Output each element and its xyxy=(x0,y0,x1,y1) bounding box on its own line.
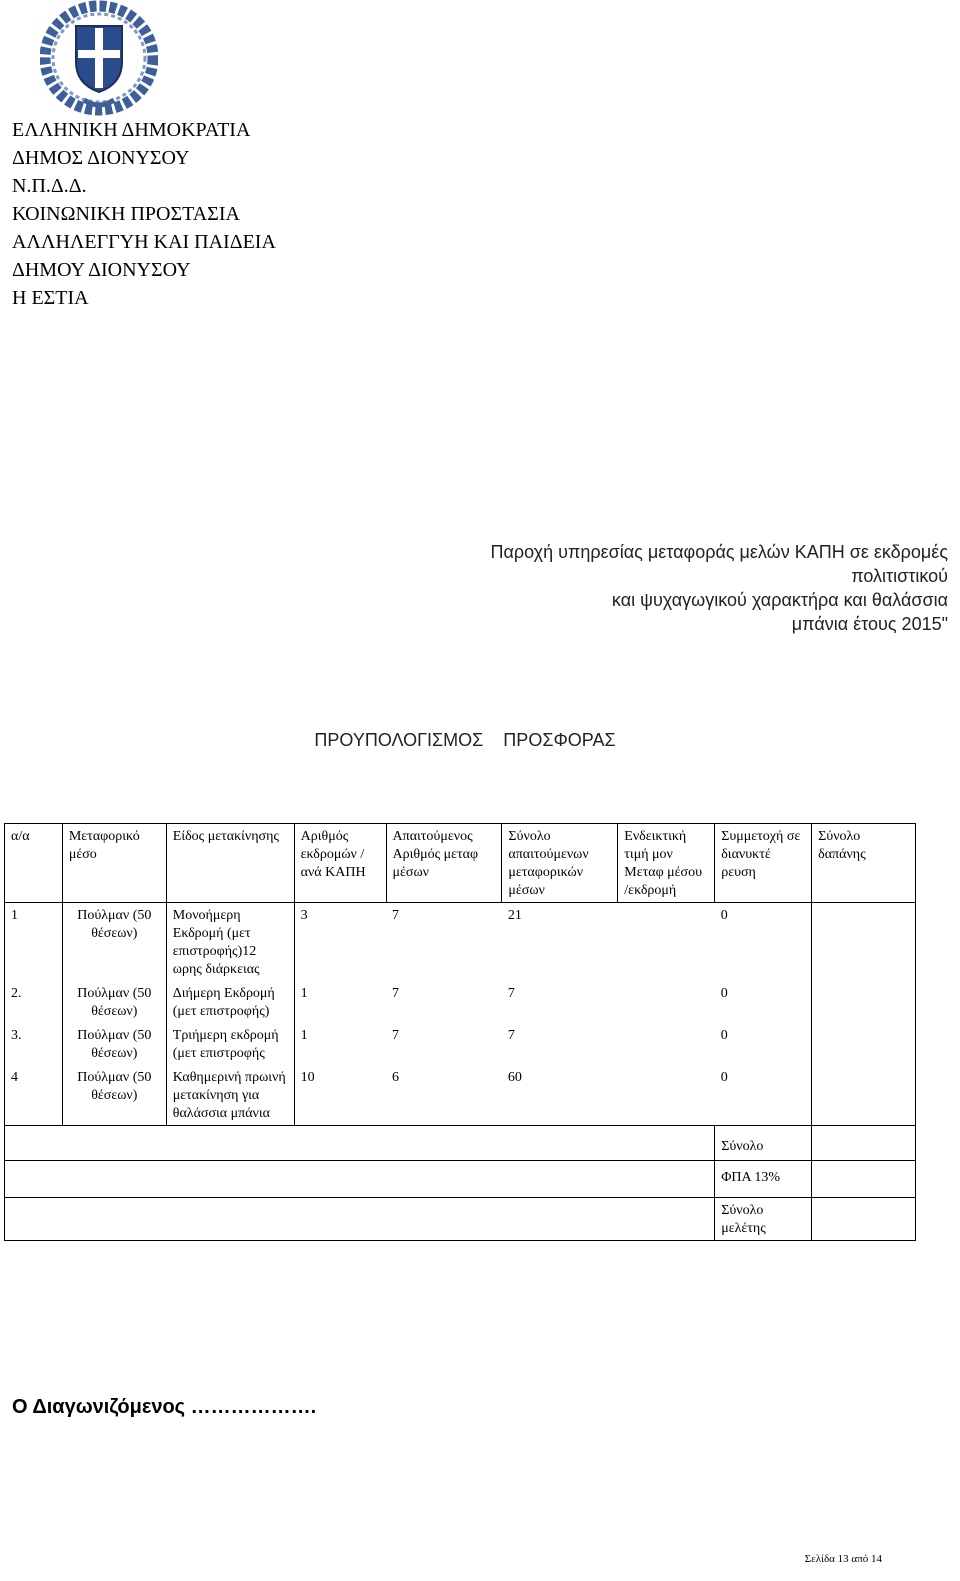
cell-trips: 3 xyxy=(294,903,386,982)
cell-cost xyxy=(812,1023,916,1065)
cell-required: 7 xyxy=(392,1028,400,1043)
table-row xyxy=(5,981,916,1023)
cell-vehicle: Πούλμαν (50 θέσεων) xyxy=(62,1065,166,1126)
col-header-overnight: Συμμετοχή σε διανυκτέ ρευση xyxy=(715,824,812,903)
cell-total: 21 xyxy=(507,908,522,923)
cell-cost xyxy=(812,903,916,982)
subject-line: Παροχή υπηρεσίας μεταφοράς μελών ΚΑΠΗ σε εκδρομές xyxy=(490,542,948,562)
subject-line: και ψυχαγωγικού χαρακτήρα και θαλάσσια xyxy=(611,590,948,610)
cell-vehicle: Πούλμαν (50 θέσεων) xyxy=(62,903,166,982)
summary-row-total xyxy=(5,1126,916,1161)
table-row xyxy=(5,903,916,982)
cell-price xyxy=(618,1023,715,1065)
subject-line: μπάνια έτους 2015" xyxy=(791,614,948,634)
cell-no: 4 xyxy=(5,1065,63,1126)
col-header-unit-price: Ενδεικτική τιμή μον Μεταφ μέσου /εκδρομή xyxy=(618,824,715,903)
service-subject xyxy=(348,540,948,636)
cell-trip-type: Διήμερη Εκδρομή (μετ επιστροφής) xyxy=(166,981,294,1023)
cell-price xyxy=(618,903,715,982)
col-header-trip-type: Είδος μετακίνησης xyxy=(166,824,294,903)
table-row xyxy=(5,1065,916,1126)
summary-total-label: Σύνολο xyxy=(715,1126,812,1161)
header-line: ΔΗΜΟΣ ΔΙΟΝΥΣΟΥ xyxy=(12,147,190,169)
cell-total: 60 xyxy=(507,1070,522,1085)
cell-trip-type: Μονοήμερη Εκδρομή (μετ επιστροφής)12 ωρης διάρκειας xyxy=(166,903,294,982)
cell-no: 3. xyxy=(5,1023,63,1065)
header-line: Ν.Π.Δ.Δ. xyxy=(12,175,87,197)
col-header-total-cost: Σύνολο δαπάνης xyxy=(812,824,916,903)
subject-line: πολιτιστικού xyxy=(851,566,948,586)
cell-trip-type: Τριήμερη εκδρομή (μετ επιστροφής xyxy=(166,1023,294,1065)
header-line: Η ΕΣΤΙΑ xyxy=(12,287,89,309)
cell-total: 7 xyxy=(507,1028,515,1043)
bidder-signature-line: Ο Διαγωνιζόμενος ………………. xyxy=(12,1396,317,1418)
greek-coat-of-arms-icon xyxy=(40,0,158,116)
cell-required: 7 xyxy=(392,908,400,923)
summary-total-value xyxy=(812,1126,916,1161)
cell-price xyxy=(618,981,715,1023)
cell-vehicle: Πούλμαν (50 θέσεων) xyxy=(62,981,166,1023)
header-line: ΔΗΜΟΥ ΔΙΟΝΥΣΟΥ xyxy=(12,259,191,281)
summary-row-study-total xyxy=(5,1198,916,1241)
header-line: ΚΟΙΝΩΝΙΚΗ ΠΡΟΣΤΑΣΙΑ xyxy=(12,203,240,225)
cell-overnight: 0 xyxy=(720,986,728,1001)
cell-vehicle: Πούλμαν (50 θέσεων) xyxy=(62,1023,166,1065)
cell-cost xyxy=(812,1065,916,1126)
offer-budget-table xyxy=(4,823,916,1241)
col-header-no: α/α xyxy=(5,824,63,903)
cell-total: 7 xyxy=(507,986,515,1001)
cell-cost xyxy=(812,981,916,1023)
cell-required: 6 xyxy=(392,1070,400,1085)
cell-price xyxy=(618,1065,715,1126)
cell-overnight: 0 xyxy=(720,908,728,923)
cell-trips: 1 xyxy=(294,981,386,1023)
col-header-vehicle: Μεταφορικό μέσο xyxy=(62,824,166,903)
summary-row-vat xyxy=(5,1161,916,1198)
cell-overnight: 0 xyxy=(720,1070,728,1085)
page-number: Σελίδα 13 από 14 xyxy=(804,1553,882,1565)
col-header-total-vehicles: Σύνολο απαιτούμενων μεταφορικών μέσων xyxy=(502,824,618,903)
cell-trips: 10 xyxy=(294,1065,386,1126)
cell-trips: 1 xyxy=(294,1023,386,1065)
cell-required: 7 xyxy=(392,986,400,1001)
cell-no: 2. xyxy=(5,981,63,1023)
cell-trip-type: Καθημερινή πρωινή μετακίνηση για θαλάσσια μπάνια xyxy=(166,1065,294,1126)
table-header-row xyxy=(5,824,916,903)
col-header-trips: Αριθμός εκδρομών /ανά ΚΑΠΗ xyxy=(294,824,386,903)
summary-vat-label: ΦΠΑ 13% xyxy=(715,1161,812,1198)
summary-study-total-value xyxy=(812,1198,916,1241)
summary-vat-value xyxy=(812,1161,916,1198)
col-header-required-vehicles: Απαιτούμενος Αριθμός μεταφ μέσων xyxy=(386,824,502,903)
cell-no: 1 xyxy=(5,903,63,982)
table-row xyxy=(5,1023,916,1065)
header-line: ΕΛΛΗΝΙΚΗ ΔΗΜΟΚΡΑΤΙΑ xyxy=(12,119,251,141)
budget-title: ΠΡΟΥΠΟΛΟΓΙΣΜΟΣ ΠΡΟΣΦΟΡΑΣ xyxy=(314,730,616,750)
issuer-header xyxy=(12,116,276,312)
cell-overnight: 0 xyxy=(720,1028,728,1043)
summary-study-total-label: Σύνολο μελέτης xyxy=(715,1198,812,1241)
header-line: ΑΛΛΗΛΕΓΓΥΗ ΚΑΙ ΠΑΙΔΕΙΑ xyxy=(12,231,276,253)
